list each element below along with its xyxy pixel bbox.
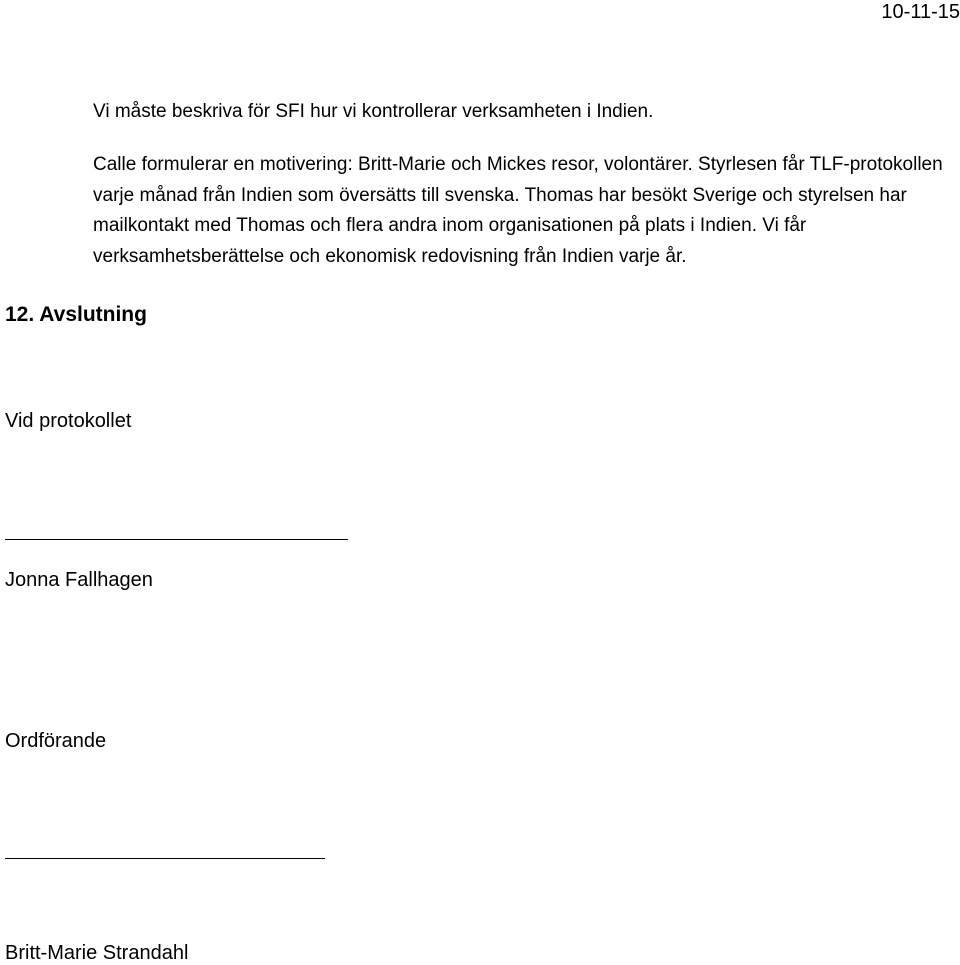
protocol-label: Vid protokollet — [5, 410, 132, 432]
secretary-name: Jonna Fallhagen — [5, 569, 153, 591]
chair-label: Ordförande — [5, 730, 107, 752]
paragraph-motivation: Calle formulerar en motivering: Britt-Marie och Mickes resor, volontärer. Styrlesen får TLF-protokollen varje månad från Indien som översätts till svenska. Thomas har besökt Sverige och styrelsen har mailkontakt med Thomas och flera andra inom organisationen på plats i Indien. Vi får verksamhetsberättelse och ekonomisk redovisning från Indien varje år. — [93, 154, 943, 267]
signature-line-secretary — [5, 539, 348, 540]
paragraph-sfi-control: Vi måste beskriva för SFI hur vi kontrollerar verksamheten i Indien. — [93, 101, 654, 122]
section-heading-avslutning: 12. Avslutning — [5, 303, 147, 326]
chair-name: Britt-Marie Strandahl — [5, 942, 189, 964]
signature-line-chair — [5, 858, 325, 859]
document-date: 10-11-15 — [881, 1, 960, 23]
